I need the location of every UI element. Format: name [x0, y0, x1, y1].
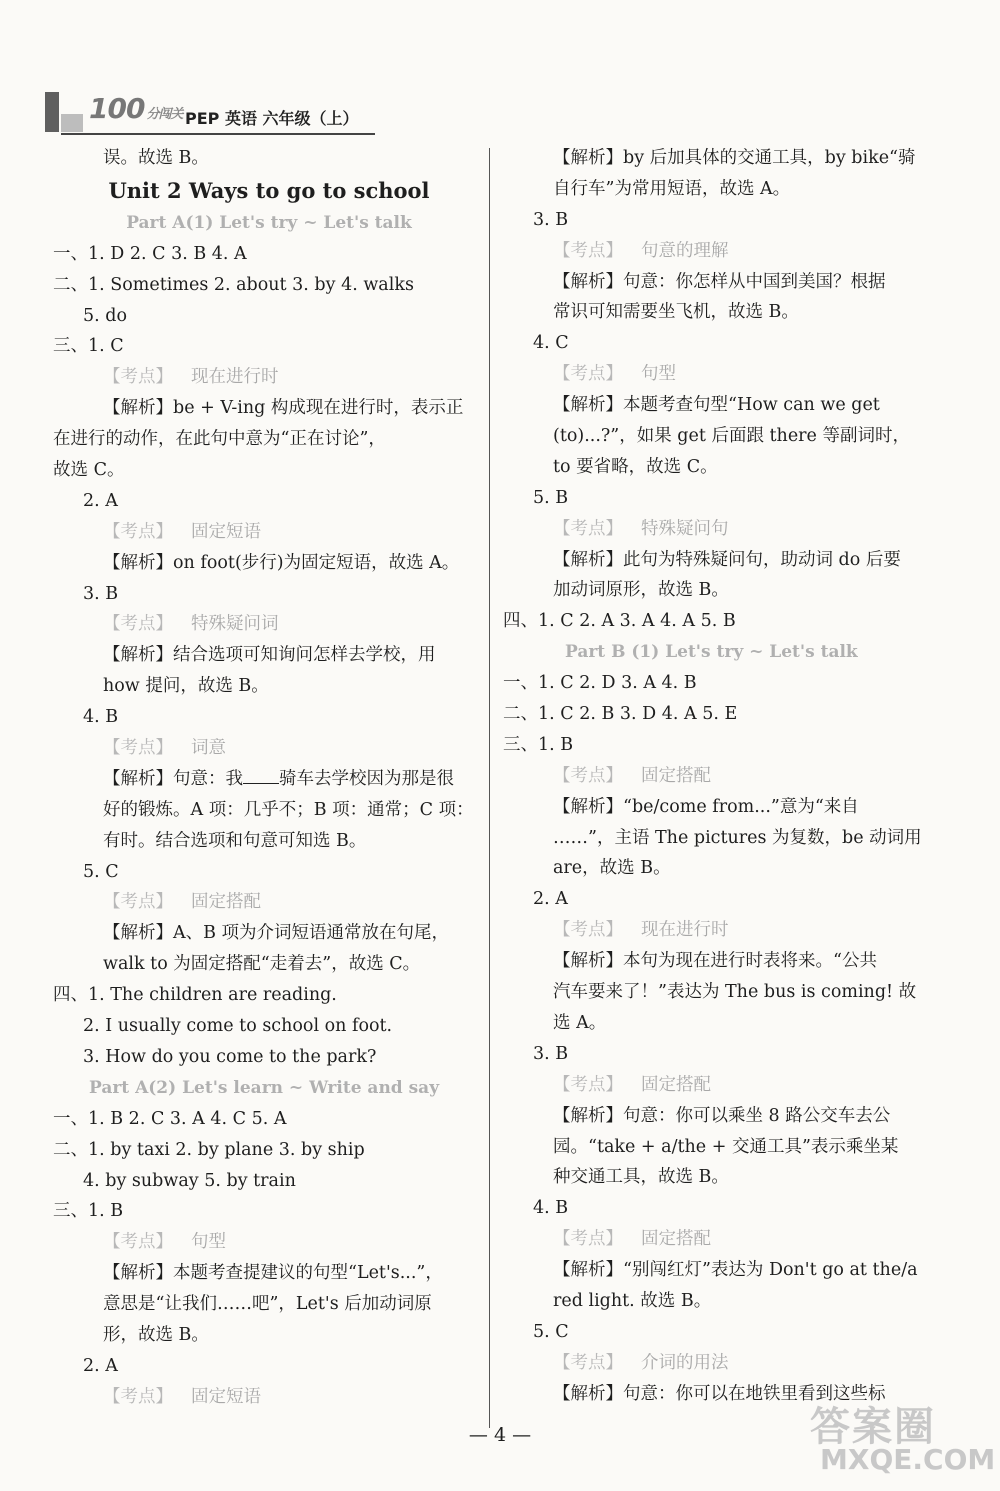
answer-line: 3. How do you come to the park?	[83, 1046, 377, 1067]
kaodian-line: 【考点】 词意	[103, 738, 226, 759]
header-rule	[61, 133, 375, 135]
page-number: — 4 —	[468, 1424, 532, 1446]
watermark-url: MXQE.COM	[820, 1443, 996, 1476]
left-column	[53, 143, 485, 1413]
kaodian-line: 【考点】 固定搭配	[553, 1074, 711, 1095]
book-title: PEP 英语 六年级（上）	[185, 109, 359, 128]
jiexi-line: 常识可知需要坐飞机，故选 B。	[553, 302, 799, 323]
kaodian-line: 【考点】 固定搭配	[103, 892, 261, 913]
kaodian-line: 【考点】 固定短语	[103, 1386, 261, 1407]
answer-line: 4. C	[533, 333, 569, 354]
answer-line: 3. B	[533, 1043, 569, 1064]
kaodian-line: 【考点】 固定短语	[103, 521, 261, 542]
jiexi-line: 加动词原形，故选 B。	[553, 580, 729, 601]
jiexi-line: 【解析】句意：你可以在地铁里看到这些标	[553, 1383, 886, 1404]
right-column	[503, 143, 935, 1410]
jiexi-line: 汽车要来了！”表达为 The bus is coming! 故	[553, 982, 917, 1003]
jiexi-line: 故选 C。	[53, 460, 125, 481]
jiexi-line: 意思是“让我们……吧”，Let's 后加动词原	[103, 1294, 432, 1315]
fill-blank	[243, 765, 279, 784]
jiexi-line: 【解析】句意：你怎样从中国到美国？根据	[553, 271, 886, 292]
answer-line: 三、1. C	[53, 336, 124, 357]
kaodian-line: 【考点】 特殊疑问句	[553, 518, 729, 539]
unit-title: Unit 2 Ways to go to school	[108, 177, 430, 203]
jiexi-line: (to)...?”，如果 get 后面跟 there 等副词时，	[553, 426, 910, 447]
answer-line: 二、1. by taxi 2. by plane 3. by ship	[53, 1139, 365, 1160]
jiexi-line: ……”，主语 The pictures 为复数，be 动词用	[553, 827, 922, 848]
part-title: Part B (1) Let's try ~ Let's talk	[565, 642, 858, 663]
jiexi-line: are，故选 B。	[553, 858, 671, 879]
jiexi-line: 有时。结合选项和句意可知选 B。	[103, 830, 367, 851]
jiexi-line: to 要省略，故选 C。	[553, 456, 718, 477]
jiexi-line: 【解析】“别闯红灯”表达为 Don't go at the/a	[553, 1260, 918, 1281]
answer-line: 5. B	[533, 487, 569, 508]
jiexi-line: 【解析】“be/come from...”意为“来自	[553, 796, 859, 817]
jiexi-line: red light. 故选 B。	[553, 1290, 712, 1311]
jiexi-line: how 提问，故选 B。	[103, 676, 269, 697]
jiexi-line: 【解析】A、B 项为介词短语通常放在句尾，	[103, 923, 450, 944]
answer-line: 4. B	[83, 707, 119, 728]
jiexi-line: 自行车”为常用短语，故选 A。	[553, 178, 791, 199]
answer-line: 二、1. C 2. B 3. D 4. A 5. E	[503, 704, 738, 725]
jiexi-line: 【解析】be + V-ing 构成现在进行时，表示正	[103, 398, 464, 419]
jiexi-line: 选 A。	[553, 1012, 607, 1033]
header-bar-decoration-small	[61, 114, 83, 132]
answer-line: 一、1. C 2. D 3. A 4. B	[503, 673, 697, 694]
answer-line: 2. A	[533, 889, 568, 910]
answer-line: 三、1. B	[503, 734, 574, 755]
jiexi-line: 【解析】本句为现在进行时表将来。“公共	[553, 951, 877, 972]
part-title: Part A(1) Let's try ~ Let's talk	[126, 212, 412, 233]
header-bar-decoration	[45, 92, 59, 132]
answer-line: 2. I usually come to school on foot.	[83, 1016, 393, 1037]
text-line: 误。故选 B。	[103, 148, 209, 168]
jiexi-line: walk to 为固定搭配“走着去”，故选 C。	[103, 954, 421, 975]
jiexi-line: 种交通工具，故选 B。	[553, 1167, 729, 1188]
jiexi-line: 园。“take + a/the + 交通工具”表示乘坐某	[553, 1136, 899, 1157]
kaodian-line: 【考点】 句型	[553, 364, 676, 385]
answer-line: 3. B	[533, 209, 569, 230]
answer-line: 一、1. D 2. C 3. B 4. A	[53, 243, 247, 264]
answer-line: 四、1. C 2. A 3. A 4. A 5. B	[503, 611, 736, 632]
answer-line: 5. C	[83, 861, 119, 882]
answer-line: 5. C	[533, 1321, 569, 1342]
jiexi-line: 【解析】结合选项可知询问怎样去学校，用	[103, 645, 436, 666]
kaodian-line: 【考点】 句意的理解	[553, 240, 729, 261]
jiexi-line: 好的锻炼。A 项：几乎不；B 项：通常；C 项：	[103, 799, 474, 820]
answer-line: 4. B	[533, 1198, 569, 1219]
kaodian-line: 【考点】 介词的用法	[553, 1352, 729, 1373]
series-logo: 100 分闯关	[89, 92, 183, 125]
kaodian-line: 【考点】 特殊疑问词	[103, 614, 279, 635]
kaodian-line: 【考点】 固定搭配	[553, 1229, 711, 1250]
answer-line: 一、1. B 2. C 3. A 4. C 5. A	[53, 1108, 287, 1129]
kaodian-line: 【考点】 句型	[103, 1232, 226, 1253]
jiexi-line: 在进行的动作，在此句中意为“正在讨论”，	[53, 429, 386, 450]
jiexi-line: 【解析】句意：你可以乘坐 8 路公交车去公	[553, 1105, 891, 1126]
jiexi-line: 形，故选 B。	[103, 1324, 209, 1345]
answer-line: 二、1. Sometimes 2. about 3. by 4. walks	[53, 274, 414, 295]
answer-line: 2. A	[83, 1355, 118, 1376]
jiexi-line: 【解析】本题考查句型“How can we get	[553, 395, 880, 416]
kaodian-line: 【考点】 现在进行时	[553, 920, 729, 941]
jiexi-line: 【解析】by 后加具体的交通工具，by bike“骑	[553, 148, 916, 168]
answer-line: 四、1. The children are reading.	[53, 985, 337, 1006]
kaodian-line: 【考点】 固定搭配	[553, 765, 711, 786]
answer-line: 4. by subway 5. by train	[83, 1170, 296, 1191]
jiexi-line: 【解析】on foot(步行)为固定短语，故选 A。	[103, 552, 460, 573]
answer-line: 2. A	[83, 490, 118, 511]
answer-line: 3. B	[83, 583, 119, 604]
watermark: 答案圈	[810, 1404, 936, 1450]
kaodian-line: 【考点】 现在进行时	[103, 367, 279, 388]
jiexi-line: 【解析】此句为特殊疑问句，助动词 do 后要	[553, 549, 901, 570]
jiexi-line: 【解析】本题考查提建议的句型“Let's...”，	[103, 1263, 443, 1284]
answer-line: 5. do	[83, 305, 127, 326]
column-divider	[489, 148, 490, 1428]
answer-line: 三、1. B	[53, 1201, 124, 1222]
part-title: Part A(2) Let's learn ~ Write and say	[89, 1077, 440, 1098]
page-header	[45, 92, 375, 136]
jiexi-line: 【解析】句意：我 骑车去学校因为那是很	[53, 764, 485, 795]
